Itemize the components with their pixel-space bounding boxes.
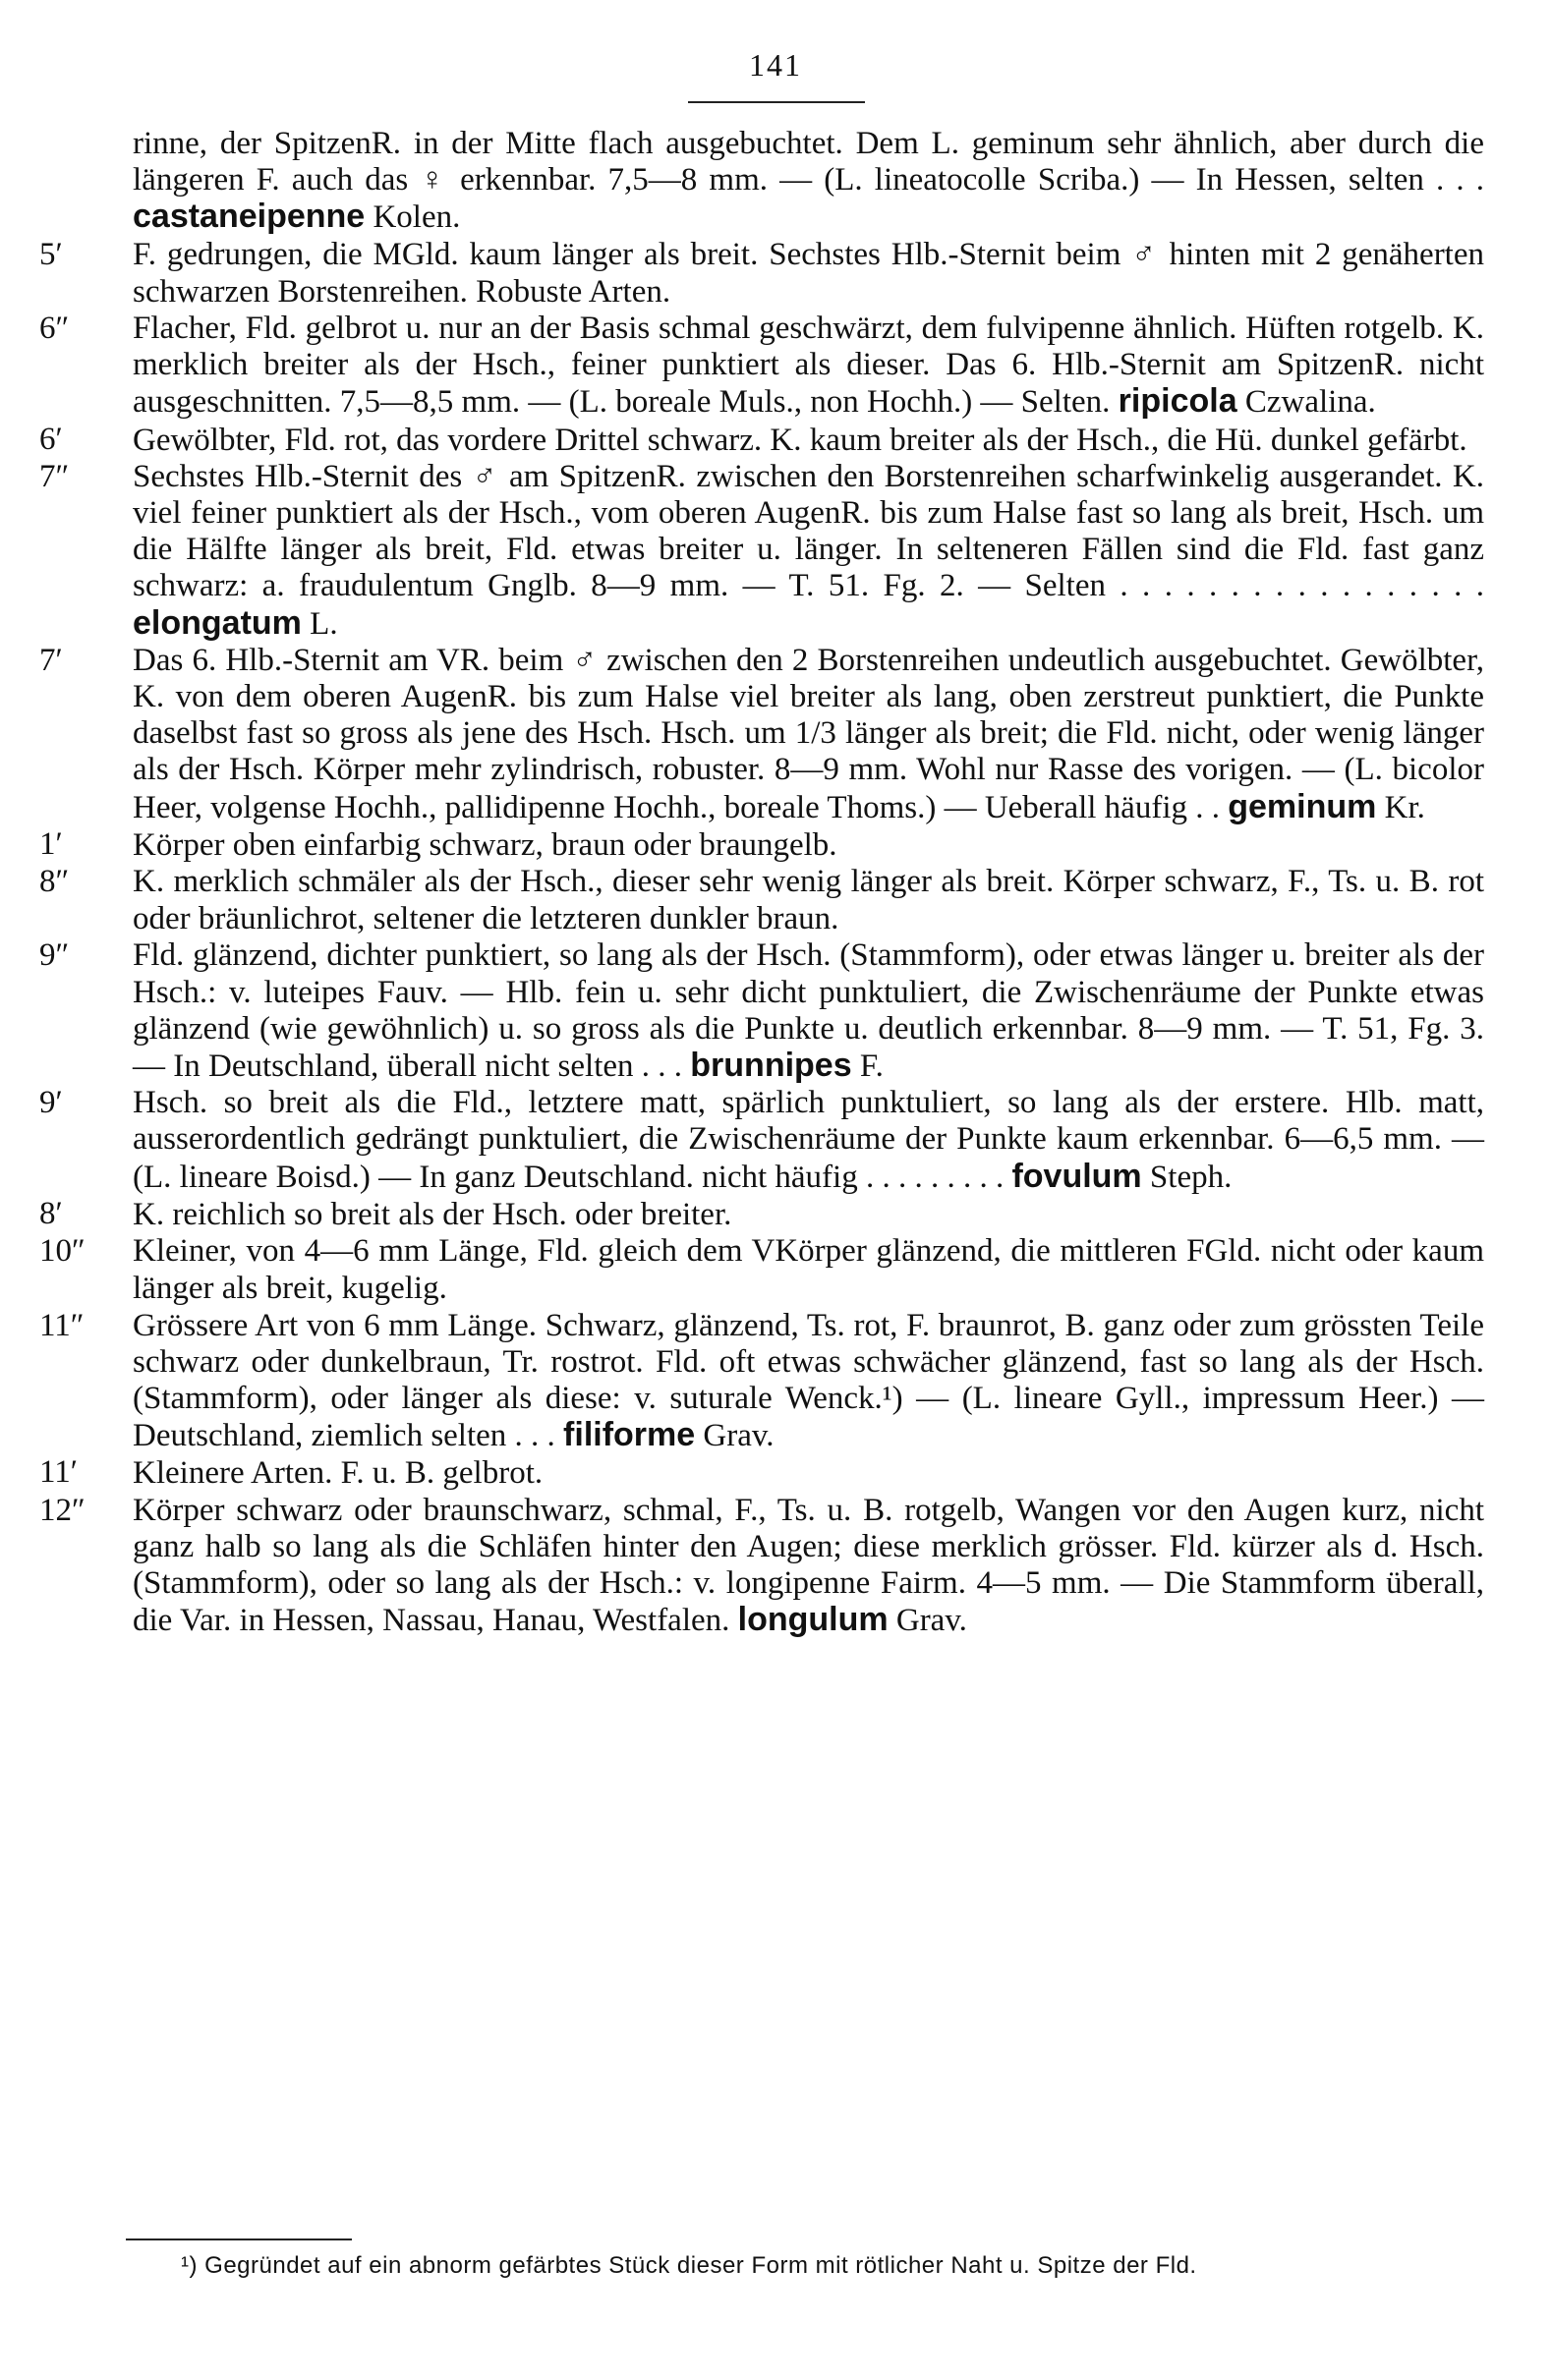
header-rule (688, 101, 865, 103)
entry-text: Flacher, Fld. gelbrot u. nur an der Basis schmal geschwärzt, dem fulvipenne ähnlich. Hüften rotgelb. K. merklich breiter als der Hsch., feiner punktiert als dieser. Das 6. Hlb.-Sternit am SpitzenR. nicht ausgeschnitten. 7,5—8,5 mm. — (L. boreale Muls., non Hochh.) — Selten. (133, 311, 1484, 421)
key-entry (39, 1308, 1484, 1455)
species-author: Grav. (895, 1603, 967, 1639)
species-name: ripicola (1118, 382, 1237, 421)
entry-text: K. reichlich so breit als der Hsch. oder breiter. (133, 1196, 732, 1232)
key-text (39, 126, 1484, 1639)
species-name: elongatum (133, 603, 302, 642)
entry-text: Körper oben einfarbig schwarz, braun oder braungelb. (133, 826, 837, 863)
key-entry (39, 1454, 1484, 1492)
entry-text: Das 6. Hlb.-Sternit am VR. beim ♂ zwischen den 2 Borstenreihen undeutlich ausgebuchtet. Gewölbter, K. von dem oberen AugenR. bis zum Halse viel breiter als lang, oben zerstreut punktiert, die Punkte daselbst fast so gross als jene des Hsch. Hsch. um 1/3 länger als breit; die Fld. nicht, oder wenig länger als der Hsch. Körper mehr zylindrisch, robuster. 8—9 mm. Wohl nur Rasse des vorigen. — (L. bicolor Heer, volgense Hochh., pallidipenne Hochh., boreale Thoms.) — Ueberall häufig . . (133, 642, 1484, 825)
species-author: F. (859, 1048, 884, 1085)
species-author: Kolen. (373, 199, 461, 236)
entry-text: Grössere Art von 6 mm Länge. Schwarz, glänzend, Ts. rot, F. braunrot, B. ganz oder zum grössten Teile schwarz oder dunkelbraun, Tr. rostrot. Fld. oft etwas schwächer glänzend, fast so lang als der Hsch. (Stammform), oder länger als diese: v. suturale Wenck.¹) — (L. lineare Gyll., impressum Heer.) — Deutschland, ziemlich selten . . . (133, 1307, 1484, 1454)
couplet-number: 8′ (39, 1195, 63, 1231)
species-name: geminum (1228, 787, 1377, 825)
species-author: Grav. (703, 1418, 775, 1454)
entry-text: rinne, der SpitzenR. in der Mitte flach ausgebuchtet. Dem L. geminum sehr ähnlich, aber durch die längeren F. auch das ♀ erkennbar. 7,5—8 mm. — (L. lineatocolle Scriba.) — In Hessen, selten . . . (133, 126, 1484, 198)
species-author: L. (310, 605, 338, 642)
entry-text: Kleinere Arten. F. u. B. gelbrot. (133, 1455, 544, 1492)
species-author: Czwalina. (1244, 384, 1376, 421)
species-author: Steph. (1149, 1159, 1233, 1195)
key-entry (39, 422, 1484, 459)
entry-text: F. gedrungen, die MGld. kaum länger als breit. Sechstes Hlb.-Sternit beim ♂ hinten mit 2 genäherten schwarzen Borstenreihen. Robuste Arten. (133, 236, 1484, 310)
couplet-number: 11″ (39, 1307, 85, 1343)
couplet-number: 8″ (39, 864, 70, 900)
couplet-number: 5′ (39, 236, 63, 272)
couplet-number: 7″ (39, 458, 70, 494)
key-entry (39, 1085, 1484, 1196)
key-entry (39, 826, 1484, 864)
couplet-number: 11′ (39, 1454, 78, 1491)
footnote: ¹) Gegründet auf ein abnorm gefärbtes Stück dieser Form mit rötlicher Naht u. Spitze der Fld. (181, 2252, 1197, 2279)
couplet-number: 12″ (39, 1492, 86, 1528)
couplet-number: 1′ (39, 825, 63, 862)
entry-text: Hsch. so breit als die Fld., letztere matt, spärlich punktuliert, so lang als der erstere. Hlb. matt, ausserordentlich gedrängt punktuliert, die Zwischenräume der Punkte kaum erkennbar. 6—6,5 mm. — (L. lineare Boisd.) — In ganz Deutschland. nicht häufig . . . . . . . . . (133, 1085, 1484, 1195)
key-entry (39, 1196, 1484, 1233)
page-number: 141 (749, 47, 802, 83)
footnote-rule (126, 2238, 352, 2240)
key-entry (39, 864, 1484, 937)
species-name: longulum (737, 1601, 889, 1639)
entry-text: Körper schwarz oder braunschwarz, schmal, F., Ts. u. B. rotgelb, Wangen vor den Augen kurz, nicht ganz halb so lang als die Schläfen hinter den Augen; diese merklich grösser. Fld. kürzer als d. Hsch. (Stammform), oder so lang als der Hsch.: v. longipenne Fairm. 4—5 mm. — Die Stammform überall, die Var. in Hessen, Nassau, Hanau, Westfalen. (133, 1492, 1484, 1639)
species-name: filiforme (563, 1416, 696, 1454)
key-entry (39, 126, 1484, 237)
couplet-number: 9″ (39, 937, 70, 974)
couplet-number: 10″ (39, 1233, 86, 1270)
key-entry (39, 459, 1484, 643)
species-name: brunnipes (690, 1047, 852, 1085)
key-entry (39, 311, 1484, 422)
couplet-number: 6″ (39, 311, 70, 347)
couplet-number: 7′ (39, 642, 63, 678)
species-name: castaneipenne (133, 198, 366, 236)
couplet-number: 9′ (39, 1085, 63, 1121)
entry-text: Sechstes Hlb.-Sternit des ♂ am SpitzenR. zwischen den Borstenreihen scharfwinkelig ausgerandet. K. viel feiner punktiert als der Hsch., vom oberen AugenR. bis zum Halse fast so lang als breit, Hsch. um die Hälfte länger als breit, Fld. etwas breiter u. länger. In selteneren Fällen sind die Fld. fast ganz schwarz: a. fraudulentum Gnglb. 8—9 mm. — T. 51. Fg. 2. — Selten . . . . . . . . . . . . . . . . . (133, 458, 1484, 604)
key-entry (39, 643, 1484, 826)
entry-text: Kleiner, von 4—6 mm Länge, Fld. gleich dem VKörper glänzend, die mittleren FGld. nicht oder kaum länger als breit, kugelig. (133, 1233, 1484, 1307)
key-entry (39, 237, 1484, 311)
key-entry (39, 937, 1484, 1085)
species-name: fovulum (1011, 1157, 1142, 1195)
key-entry (39, 1493, 1484, 1640)
species-author: Kr. (1384, 789, 1425, 825)
couplet-number: 6′ (39, 421, 63, 457)
entry-text: Gewölbter, Fld. rot, das vordere Drittel schwarz. K. kaum breiter als der Hsch., die Hü. dunkel gefärbt. (133, 422, 1467, 458)
entry-text: Fld. glänzend, dichter punktiert, so lang als der Hsch. (Stammform), oder etwas länger u. breiter als der Hsch.: v. luteipes Fauv. — Hlb. fein u. sehr dicht punktuliert, die Zwischenräume der Punkte etwas glänzend (wie gewöhnlich) u. so gross als die Punkte u. deutlich erkennbar. 8—9 mm. — T. 51, Fg. 3. — In Deutschland, überall nicht selten . . . (133, 937, 1484, 1085)
entry-text: K. merklich schmäler als der Hsch., dieser sehr wenig länger als breit. Körper schwarz, F., Ts. u. B. rot oder bräunlichrot, seltener die letzteren dunkler braun. (133, 864, 1484, 937)
key-entry (39, 1233, 1484, 1307)
